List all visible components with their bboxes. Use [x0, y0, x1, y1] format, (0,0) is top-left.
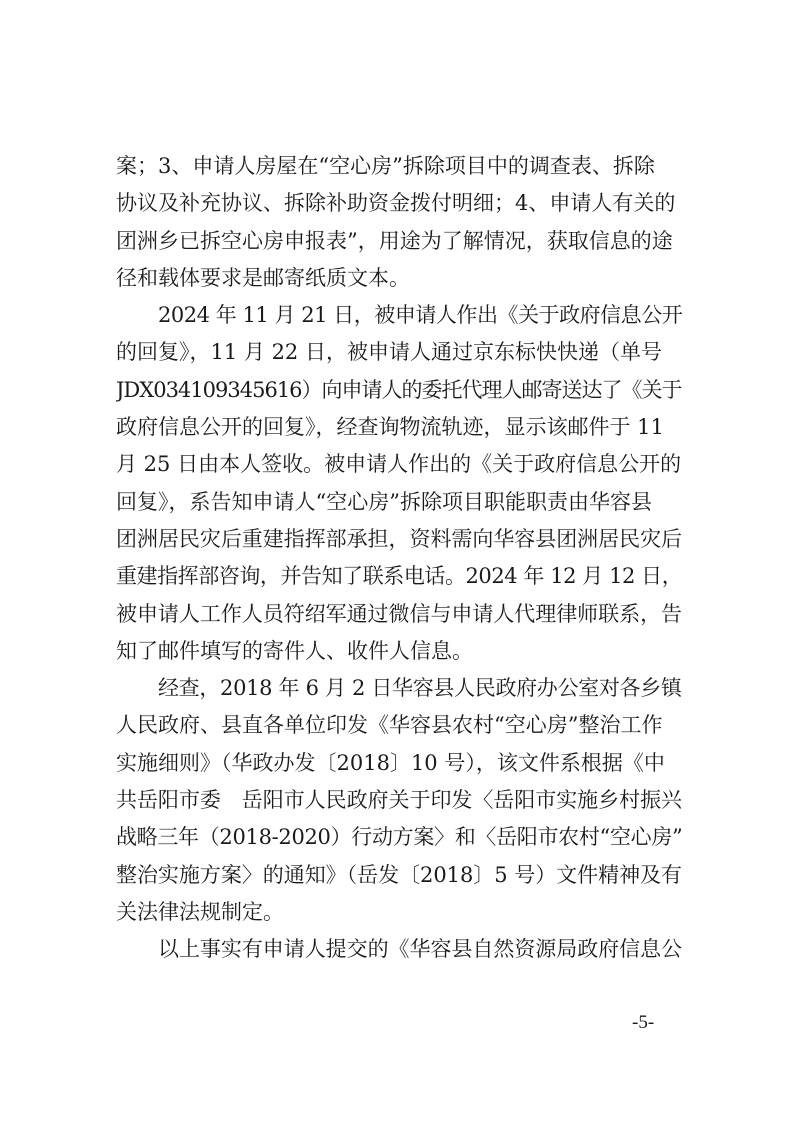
text-line: 人民政府、县直各单位印发《华容县农村“空心房”整治工作 — [116, 713, 663, 738]
text-line: 共岳阳市委 岳阳市人民政府关于印发〈岳阳市实施乡村振兴 — [116, 788, 682, 813]
paragraph-start-line: 2024 年 11 月 21 日，被申请人作出《关于政府信息公开 — [158, 303, 682, 328]
paragraph-start-line: 以上事实有申请人提交的《华容县自然资源局政府信息公 — [158, 937, 682, 962]
page-number: -5- — [632, 1012, 655, 1033]
text-line: 政府信息公开的回复》，经查询物流轨迹，显示该邮件于 11 — [116, 415, 664, 440]
text-line: 团洲乡已拆空心房申报表”，用途为了解情况，获取信息的途 — [116, 228, 673, 253]
text-line: 案；3、申请人房屋在“空心房”拆除项目中的调查表、拆除 — [116, 154, 655, 178]
text-line: 的回复》，11 月 22 日，被申请人通过京东标快快递（单号 — [116, 340, 662, 365]
text-line: 整治实施方案〉的通知》（岳发〔2018〕5 号）文件精神及有 — [116, 862, 682, 887]
document-body — [116, 148, 682, 969]
text-line: 团洲居民灾后重建指挥部承担，资料需向华容县团洲居民灾后 — [116, 526, 682, 551]
text-line: 实施细则》（华政办发〔2018〕10 号），该文件系根据《中 — [116, 750, 665, 775]
text-line: 知了邮件填写的寄件人、收件人信息。 — [116, 638, 473, 663]
text-line: 战略三年（2018-2020）行动方案〉和〈岳阳市农村“空心房” — [116, 825, 682, 850]
paragraph-start-line: 经查，2018 年 6 月 2 日华容县人民政府办公室对各乡镇 — [158, 676, 682, 701]
text-line: 被申请人工作人员符绍军通过微信与申请人代理律师联系，告 — [116, 601, 682, 626]
text-line: 关法律法规制定。 — [116, 899, 284, 924]
text-line: JDX034109345616）向申请人的委托代理人邮寄送达了《关于 — [116, 377, 682, 402]
text-line: 协议及补充协议、拆除补助资金拨付明细；4、申请人有关的 — [116, 191, 676, 216]
text-line: 重建指挥部咨询，并告知了联系电话。2024 年 12 月 12 日， — [116, 564, 682, 589]
text-line: 回复》，系告知申请人“空心房”拆除项目职能职责由华容县 — [116, 489, 652, 514]
text-line: 月 25 日由本人签收。被申请人作出的《关于政府信息公开的 — [116, 452, 682, 477]
text-line: 径和载体要求是邮寄纸质文本。 — [116, 265, 410, 290]
